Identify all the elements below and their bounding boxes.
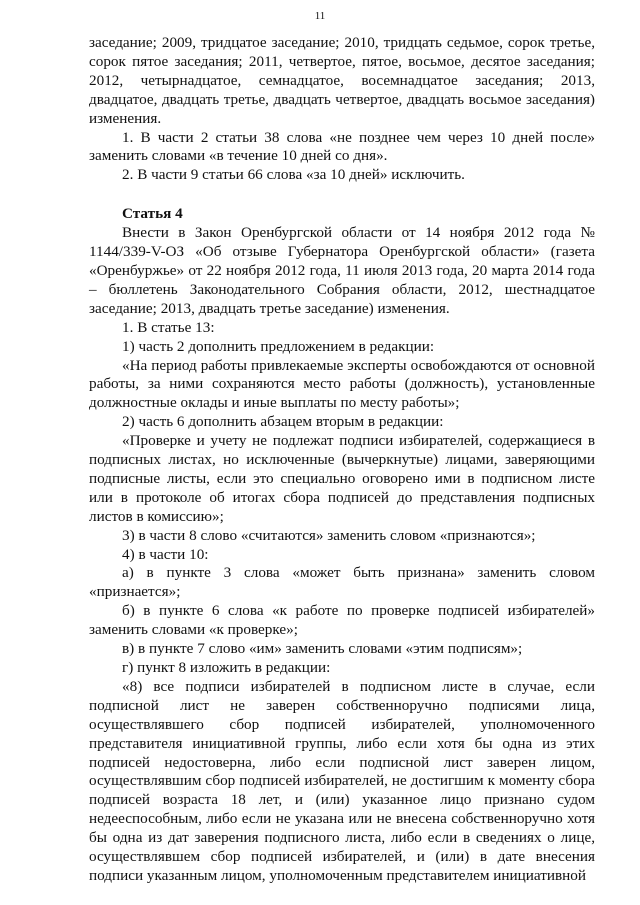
paragraph: а) в пункте 3 слова «может быть признана» заменить словом «признается»; <box>89 564 595 601</box>
page-number: 11 <box>314 10 326 22</box>
paragraph: 1) часть 2 дополнить предложением в редакции: <box>122 337 435 355</box>
paragraph: 4) в части 10: <box>122 545 209 563</box>
paragraph: г) пункт 8 изложить в редакции: <box>122 659 331 676</box>
document-body <box>89 34 595 886</box>
paragraph: Внести в Закон Оренбургской области от 14 ноября 2012 года № 1144/339-V-ОЗ «Об отзыве Губернатора Оренбургской области» (газета «Оренбуржье» от 22 ноября 2012 года, 11 июля 2013 года, 20 марта 2014 года – бюллетень Законодательного Собрания области, 2012, шестнадцатое заседание; 2013, двадцать третье заседание) изменения. <box>89 224 595 317</box>
paragraph: в) в пункте 7 слово «им» заменить словами «этим подписям»; <box>122 640 523 658</box>
article-heading: Статья 4 <box>122 205 183 223</box>
paragraph: 3) в части 8 слово «считаются» заменить словом «признаются»; <box>122 526 536 544</box>
paragraph: заседание; 2009, тридцатое заседание; 2010, тридцать седьмое, сорок третье, сорок пятое заседания; 2011, четвертое, пятое, восьмое, десятое заседания; 2012, четырнадцатое, семнадцатое, восемнадцатое заседания; 2013, двадцатое, двадцать третье, двадцать четвертое, двадцать восьмое заседания) изменения. <box>89 34 595 127</box>
paragraph: 2. В части 9 статьи 66 слова «за 10 дней» исключить. <box>122 166 465 184</box>
paragraph: «На период работы привлекаемые эксперты освобождаются от основной работы, за ними сохраняются место работы (должность), установленные должностные оклады и иные выплаты по месту работы»; <box>89 356 595 412</box>
paragraph: 1. В статье 13: <box>122 318 215 336</box>
paragraph: 1. В части 2 статьи 38 слова «не позднее чем через 10 дней после» заменить словами «в течение 10 дней со дня». <box>89 128 595 165</box>
paragraph: «8) все подписи избирателей в подписном листе в случае, если подписной лист не заверен собственноручно подписями лица, осуществлявшего сбор подписей избирателей, уполномоченного представителя инициативной группы, либо если хотя бы одна из этих подписей недостоверна, либо если подписной лист заверен лицом, осуществлявшим сбор подписей избирателей, не достигшим к моменту сбора подписей возраста 18 лет, и (или) указанное лицо признано судом недееспособным, либо если не указана или не внесена собственноручно хотя бы одна из дат заверения подписного листа, либо если в сведениях о лице, осуществлявшем сбор подписей избирателей, и (или) в дате внесения подписи указанным лицом, уполномоченным представителем инициативной <box>89 677 595 884</box>
paragraph: «Проверке и учету не подлежат подписи избирателей, содержащиеся в подписных листах, но исключенные (вычеркнутые) лицами, заверяющими подписные листы, если это специально оговорено ими в подписном листе или в протоколе об итогах сбора подписей до представления подписных листов в комиссию»; <box>89 432 595 525</box>
paragraph: 2) часть 6 дополнить абзацем вторым в редакции: <box>122 413 444 431</box>
paragraph: б) в пункте 6 слова «к работе по проверке подписей избирателей» заменить словами «к проверке»; <box>89 602 595 639</box>
